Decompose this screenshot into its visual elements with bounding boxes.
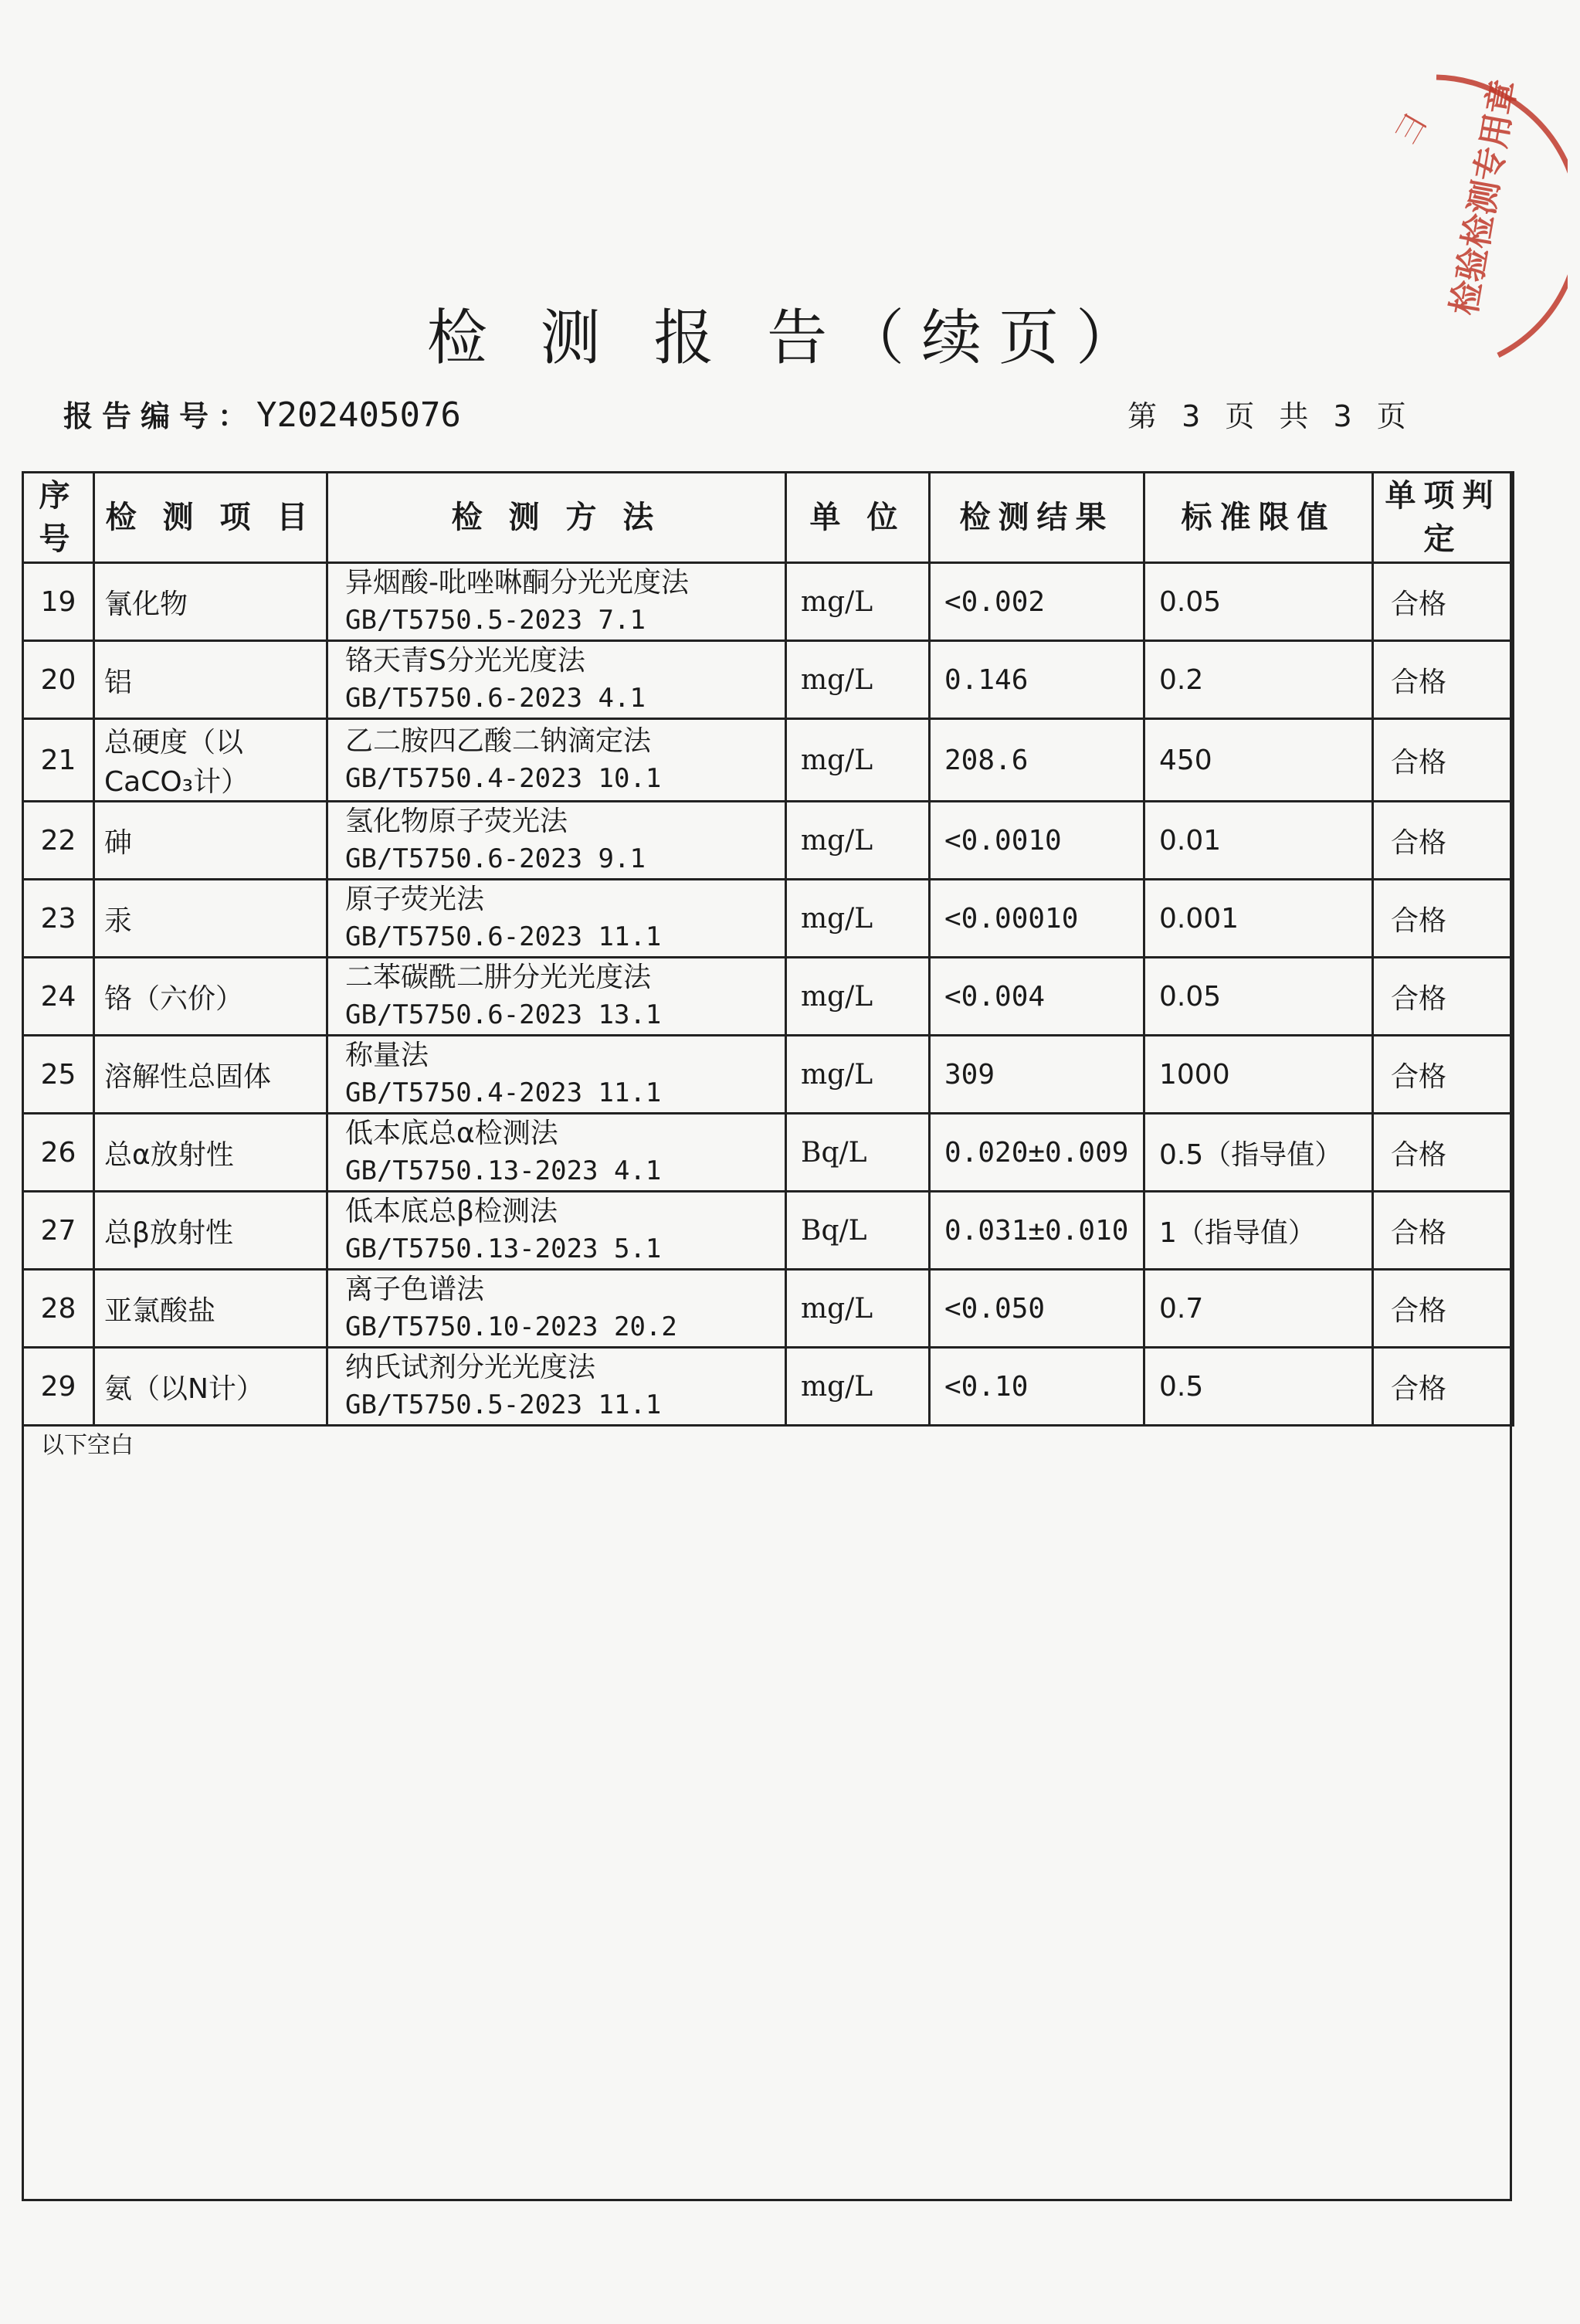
header-unit: 单 位 [786,473,930,563]
test-item-cell: 汞 [94,880,327,958]
test-method-cell [327,880,786,958]
result-cell: 0.020±0.009 [930,1114,1144,1192]
verdict-cell: 合格 [1373,1114,1514,1192]
test-item-cell: 氨（以N计） [94,1348,327,1426]
header-limit: 标准限值 [1144,473,1373,563]
header-result: 检测结果 [930,473,1144,563]
table-header-row [23,473,1514,563]
method-name: 氢化物原子荧光法 [345,806,568,837]
method-reference: GB/T5750.6-2023 9.1 [345,843,646,874]
table-row [23,563,1514,641]
method-name: 铬天青S分光光度法 [345,645,585,677]
unit-cell: mg/L [786,641,930,719]
standard-limit-cell: 450 [1144,719,1373,802]
page-info: 第 3 页 共 3 页 [1127,399,1414,433]
unit-cell: mg/L [786,719,930,802]
verdict-cell: 合格 [1373,1348,1514,1426]
table-row [23,1192,1514,1270]
standard-limit-cell: 0.5 [1144,1348,1373,1426]
standard-limit-cell: 0.01 [1144,802,1373,880]
unit-cell: mg/L [786,1348,930,1426]
test-method-cell [327,563,786,641]
table-row [23,719,1514,802]
method-reference: GB/T5750.13-2023 5.1 [345,1233,662,1264]
result-cell: 0.031±0.010 [930,1192,1144,1270]
method-reference: GB/T5750.6-2023 11.1 [345,921,662,952]
test-item-cell: 总硬度（以CaCO₃计） [94,719,327,802]
result-cell: <0.10 [930,1348,1144,1426]
verdict-cell: 合格 [1373,880,1514,958]
result-cell: <0.0010 [930,802,1144,880]
header-verdict: 单项判定 [1373,473,1514,563]
standard-limit-cell: 1（指导值） [1144,1192,1373,1270]
test-method-cell [327,719,786,802]
test-item-cell: 氰化物 [94,563,327,641]
row-number-cell: 27 [23,1192,94,1270]
stamp-text: 检验检测专用章 [1444,76,1525,318]
unit-cell: mg/L [786,1270,930,1348]
verdict-cell: 合格 [1373,1036,1514,1114]
test-method-cell [327,958,786,1036]
test-item-cell: 铬（六价） [94,958,327,1036]
row-number-cell: 24 [23,958,94,1036]
row-number-cell: 29 [23,1348,94,1426]
method-reference: GB/T5750.5-2023 7.1 [345,605,646,636]
method-reference: GB/T5750.6-2023 4.1 [345,683,646,714]
standard-limit-cell: 0.001 [1144,880,1373,958]
table-row [23,802,1514,880]
unit-cell: Bq/L [786,1114,930,1192]
result-cell: <0.004 [930,958,1144,1036]
verdict-cell: 合格 [1373,1192,1514,1270]
standard-limit-cell: 0.2 [1144,641,1373,719]
method-name: 低本底总β检测法 [345,1196,558,1227]
test-item-cell: 铝 [94,641,327,719]
table-row [23,958,1514,1036]
standard-limit-cell: 0.5（指导值） [1144,1114,1373,1192]
row-number-cell: 26 [23,1114,94,1192]
row-number-cell: 20 [23,641,94,719]
unit-cell: mg/L [786,563,930,641]
standard-limit-cell: 0.05 [1144,958,1373,1036]
report-sheet [22,471,1512,2201]
results-table [22,471,1514,1427]
unit-cell: mg/L [786,1036,930,1114]
result-cell: <0.002 [930,563,1144,641]
table-row [23,1348,1514,1426]
blank-below-note: 以下空白 [41,1432,134,1459]
row-number-cell: 22 [23,802,94,880]
result-cell: 309 [930,1036,1144,1114]
standard-limit-cell: 0.7 [1144,1270,1373,1348]
unit-cell: Bq/L [786,1192,930,1270]
header-seq: 序号 [23,473,94,563]
method-name: 纳氏试剂分光光度法 [345,1352,596,1383]
table-row [23,880,1514,958]
method-reference: GB/T5750.4-2023 11.1 [345,1077,662,1108]
table-row [23,1114,1514,1192]
result-cell: <0.00010 [930,880,1144,958]
result-cell: 208.6 [930,719,1144,802]
report-title: 检 测 报 告（续页） [426,304,1154,373]
test-method-cell [327,641,786,719]
row-number-cell: 23 [23,880,94,958]
standard-limit-cell: 0.05 [1144,563,1373,641]
method-name: 低本底总α检测法 [345,1118,558,1149]
method-name: 二苯碳酰二肼分光光度法 [345,962,652,993]
test-item-cell: 溶解性总固体 [94,1036,327,1114]
report-number-label: 报告编号： [63,399,257,433]
verdict-cell: 合格 [1373,563,1514,641]
row-number-cell: 21 [23,719,94,802]
test-method-cell [327,1036,786,1114]
method-reference: GB/T5750.13-2023 4.1 [345,1155,662,1186]
report-number-value: Y202405076 [256,395,461,435]
unit-cell: mg/L [786,880,930,958]
row-number-cell: 19 [23,563,94,641]
method-reference: GB/T5750.5-2023 11.1 [345,1389,662,1420]
unit-cell: mg/L [786,802,930,880]
method-name: 称量法 [345,1040,429,1071]
method-name: 异烟酸-吡唑啉酮分光光度法 [345,567,689,599]
test-method-cell [327,802,786,880]
method-name: 乙二胺四乙酸二钠滴定法 [345,725,652,757]
test-item-cell: 总β放射性 [94,1192,327,1270]
verdict-cell: 合格 [1373,1270,1514,1348]
method-reference: GB/T5750.6-2023 13.1 [345,999,662,1030]
table-row [23,1036,1514,1114]
method-name: 原子荧光法 [345,884,485,915]
result-cell: 0.146 [930,641,1144,719]
test-method-cell [327,1348,786,1426]
header-method: 检 测 方 法 [327,473,786,563]
row-number-cell: 25 [23,1036,94,1114]
table-row [23,641,1514,719]
method-reference: GB/T5750.4-2023 10.1 [345,763,662,794]
verdict-cell: 合格 [1373,719,1514,802]
test-item-cell: 总α放射性 [94,1114,327,1192]
test-method-cell [327,1270,786,1348]
header-item: 检 测 项 目 [94,473,327,563]
unit-cell: mg/L [786,958,930,1036]
method-reference: GB/T5750.10-2023 20.2 [345,1311,677,1342]
test-item-cell: 砷 [94,802,327,880]
test-method-cell [327,1114,786,1192]
verdict-cell: 合格 [1373,802,1514,880]
result-cell: <0.050 [930,1270,1144,1348]
row-number-cell: 28 [23,1270,94,1348]
test-item-cell: 亚氯酸盐 [94,1270,327,1348]
report-number [63,392,461,435]
verdict-cell: 合格 [1373,958,1514,1036]
test-method-cell [327,1192,786,1270]
method-name: 离子色谱法 [345,1274,485,1305]
table-row [23,1270,1514,1348]
verdict-cell: 合格 [1373,641,1514,719]
stamp-mark: 彐 [1388,107,1435,152]
standard-limit-cell: 1000 [1144,1036,1373,1114]
